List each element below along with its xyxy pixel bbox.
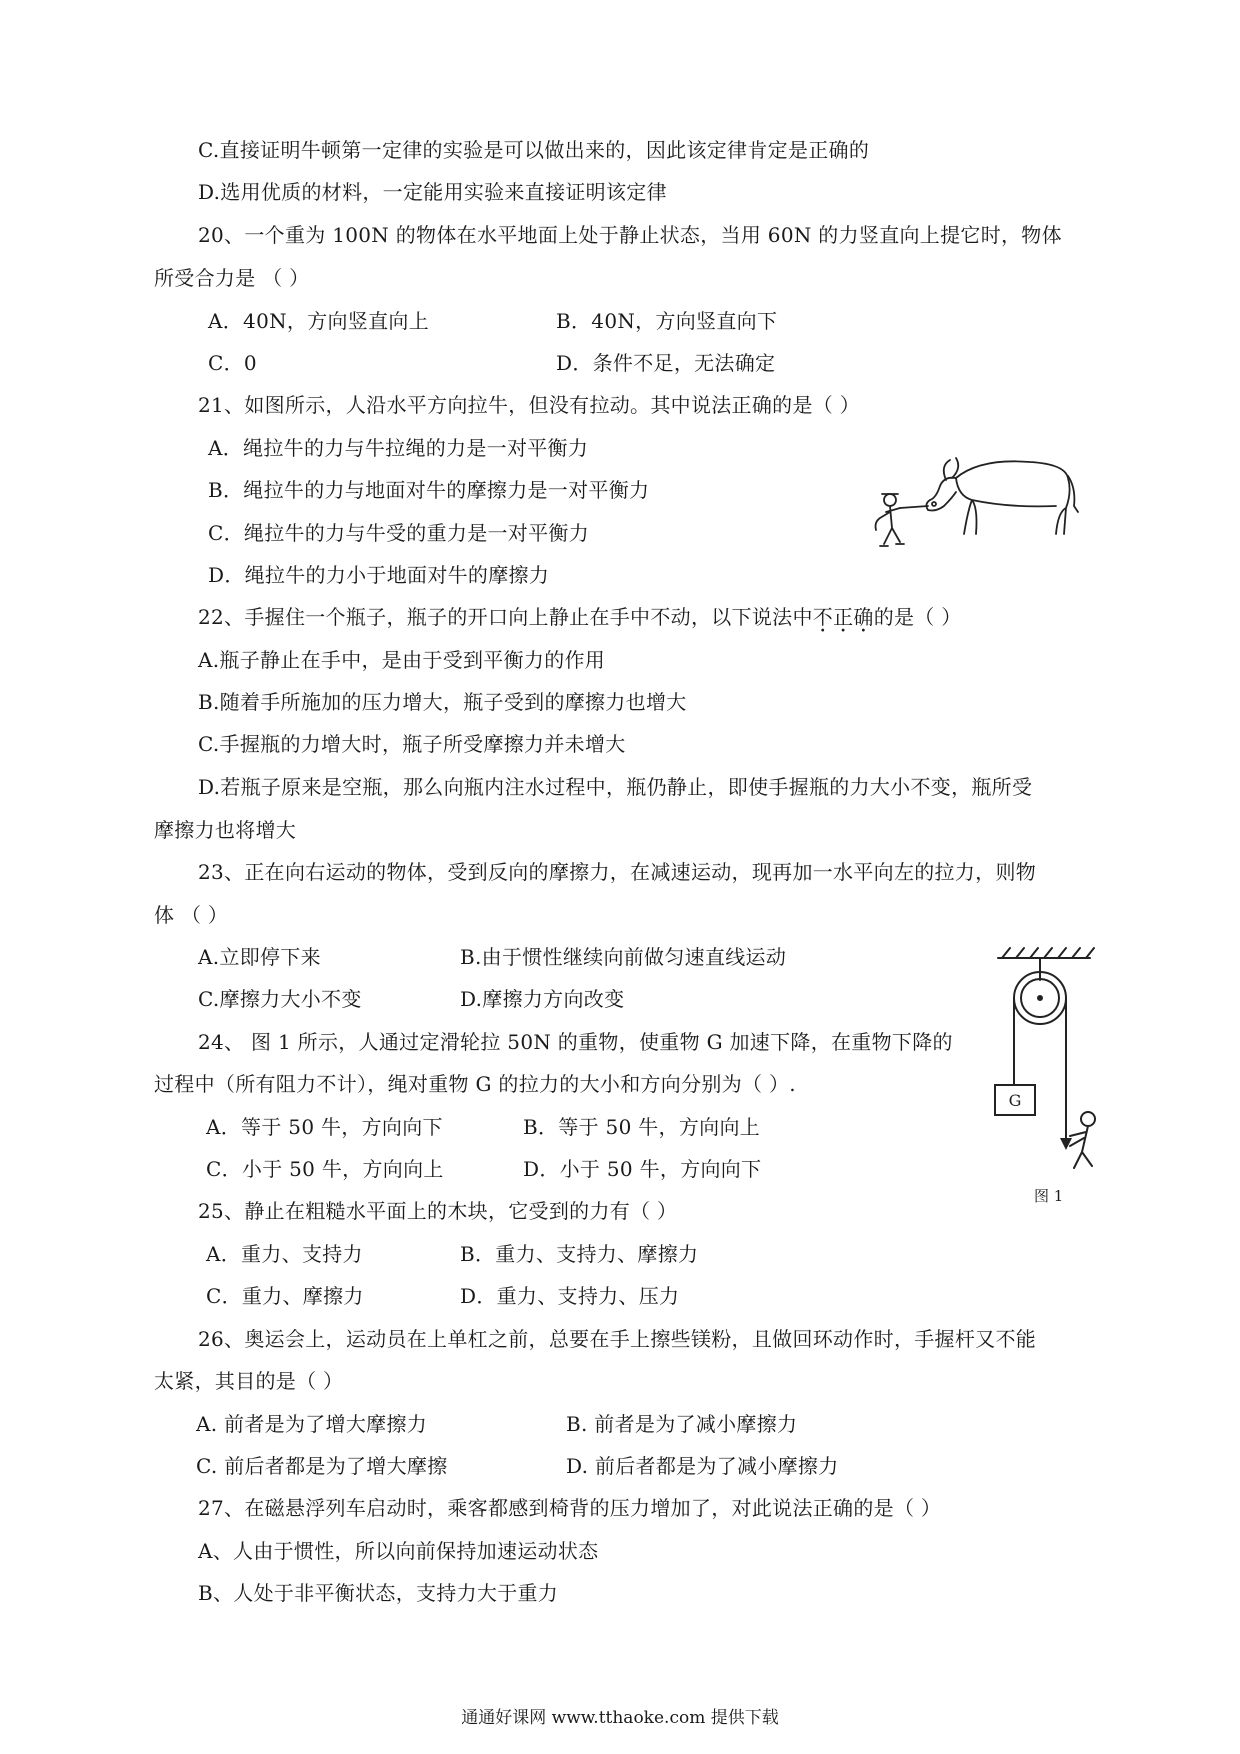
weight-g-label: G [1008,1091,1022,1110]
option-27b: B、人处于非平衡状态，支持力大于重力 [198,1581,559,1605]
option-21a: A．绳拉牛的力与牛拉绳的力是一对平衡力 [208,436,589,460]
question-22-text-post: 的是（ ） [873,605,962,629]
question-26-line1: 26、奥运会上，运动员在上单杠之前，总要在手上擦些镁粉，且做回环动作时，手握杆又不能 [198,1327,1037,1351]
option-19d: D.选用优质的材料，一定能用实验来直接证明该定律 [198,180,667,204]
question-25: 25、静止在粗糙水平面上的木块，它受到的力有（ ） [198,1199,678,1223]
option-19c: C.直接证明牛顿第一定律的实验是可以做出来的，因此该定律肯定是正确的 [198,138,870,162]
option-26a: A. 前者是为了增大摩擦力 [196,1412,428,1436]
question-24-line2: 过程中（所有阻力不计），绳对重物 G 的拉力的大小和方向分别为（ ）. [154,1072,796,1096]
question-24-line1: 24、 图 1 所示，人通过定滑轮拉 50N 的重物，使重物 G 加速下降，在重物下降的 [198,1030,953,1054]
option-26d: D. 前后者都是为了减小摩擦力 [566,1454,839,1478]
option-20c: C．0 [208,351,257,375]
option-20d: D．条件不足，无法确定 [556,351,776,375]
option-24a: A．等于 50 牛，方向向下 [206,1115,443,1139]
emphasis-char-2: 正 [833,605,854,629]
option-24b: B．等于 50 牛，方向向上 [523,1115,761,1139]
option-23b: B.由于惯性继续向前做匀速直线运动 [460,945,787,969]
question-21: 21、如图所示，人沿水平方向拉牛，但没有拉动。其中说法正确的是（ ） [198,393,861,417]
question-22-text-pre: 22、手握住一个瓶子，瓶子的开口向上静止在手中不动，以下说法中 [198,605,813,629]
option-25c: C．重力、摩擦力 [206,1284,364,1308]
pulley-figure [990,940,1130,1190]
option-22c: C.手握瓶的力增大时，瓶子所受摩擦力并未增大 [198,732,626,756]
option-22d-line2: 摩擦力也将增大 [154,818,297,842]
option-24d: D．小于 50 牛，方向向下 [523,1157,762,1181]
option-23d: D.摩擦力方向改变 [460,987,625,1011]
question-27: 27、在磁悬浮列车启动时，乘客都感到椅背的压力增加了，对此说法正确的是（ ） [198,1496,942,1520]
emphasis-char-1: 不 [812,605,834,629]
person-pulling-cow-figure [860,448,1080,558]
option-21c: C．绳拉牛的力与牛受的重力是一对平衡力 [208,521,590,545]
option-23c: C.摩擦力大小不变 [198,987,362,1011]
option-26b: B. 前者是为了减小摩擦力 [566,1412,798,1436]
option-23a: A.立即停下来 [198,945,321,969]
option-21d: D．绳拉牛的力小于地面对牛的摩擦力 [208,563,550,587]
option-21b: B．绳拉牛的力与地面对牛的摩擦力是一对平衡力 [208,478,650,502]
emphasis-char-3: 确 [853,605,874,629]
option-25a: A．重力、支持力 [206,1242,363,1266]
page-footer: 通通好课网 www.tthaoke.com 提供下载 [461,1708,779,1728]
option-26c: C. 前后者都是为了增大摩擦 [196,1454,448,1478]
option-27a: A、人由于惯性，所以向前保持加速运动状态 [198,1539,599,1563]
option-25b: B．重力、支持力、摩擦力 [460,1242,699,1266]
question-23-line1: 23、正在向右运动的物体，受到反向的摩擦力，在减速运动，现再加一水平向左的拉力，则物 [198,860,1037,884]
option-24c: C．小于 50 牛，方向向上 [206,1157,444,1181]
question-20-line2: 所受合力是 （ ） [154,266,310,290]
option-20b: B．40N，方向竖直向下 [556,309,778,333]
question-26-line2: 太紧，其目的是（ ） [154,1369,344,1393]
option-22d-line1: D.若瓶子原来是空瓶，那么向瓶内注水过程中，瓶仍静止，即使手握瓶的力大小不变，瓶所受 [198,775,1033,799]
option-25d: D．重力、支持力、压力 [460,1284,680,1308]
question-22 [198,604,962,630]
option-22b: B.随着手所施加的压力增大，瓶子受到的摩擦力也增大 [198,690,687,714]
question-20-line1: 20、一个重为 100N 的物体在水平地面上处于静止状态，当用 60N 的力竖直向上提它时，物体 [198,223,1062,247]
question-23-line2: 体 （ ） [154,903,229,927]
option-20a: A．40N，方向竖直向上 [208,309,429,333]
figure-1-caption: 图 1 [1034,1187,1064,1205]
option-22a: A.瓶子静止在手中，是由于受到平衡力的作用 [198,648,606,672]
